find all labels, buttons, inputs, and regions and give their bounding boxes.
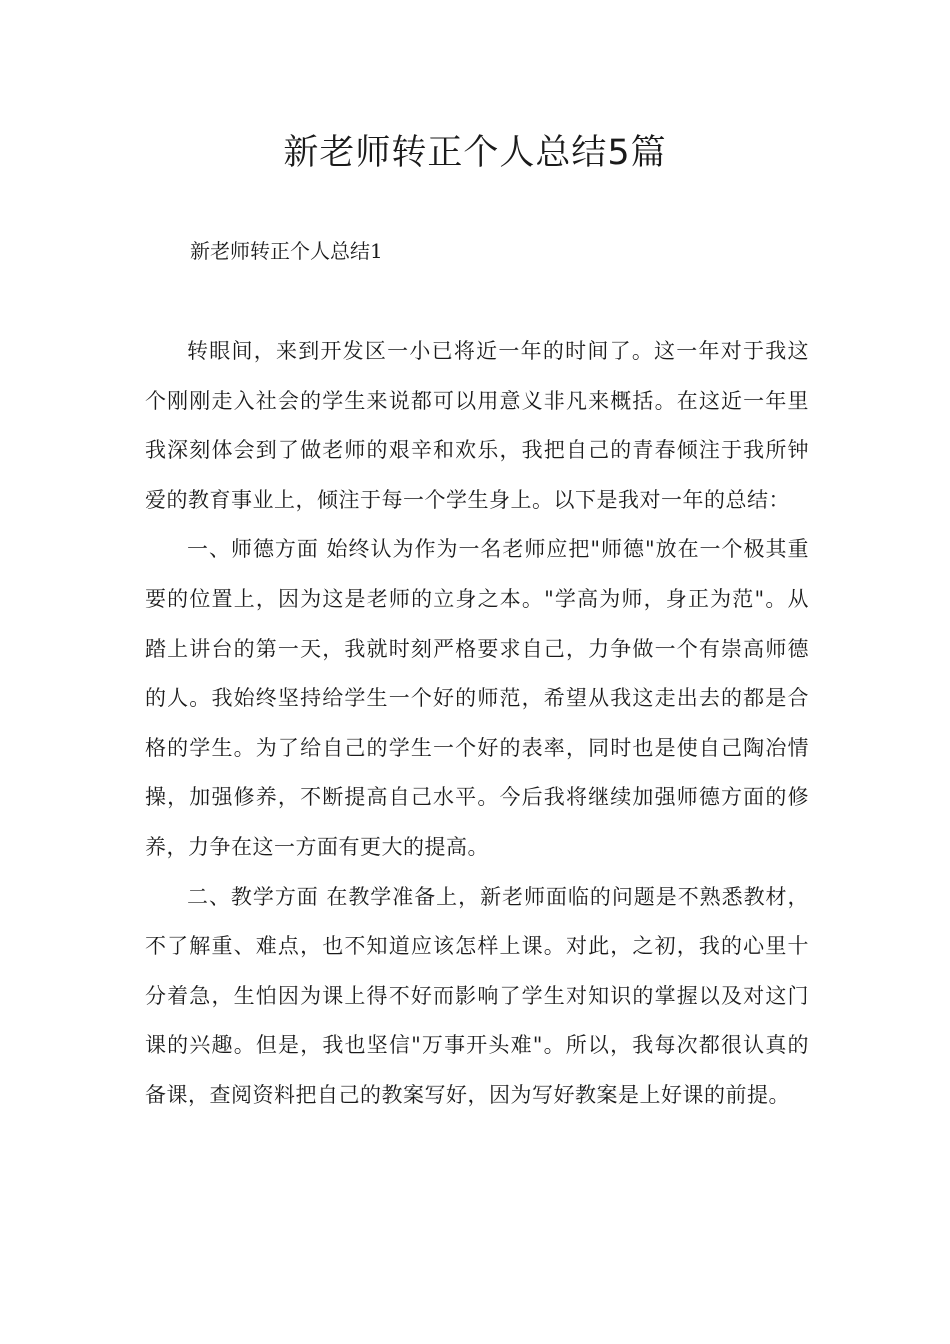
paragraph-ethics: 一、师德方面 始终认为作为一名老师应把"师德"放在一个极其重要的位置上，因为这是老师的立身之本。"学高为师，身正为范"。从踏上讲台的第一天，我就时刻严格要求自己，力争做一个有崇高师德的人。我始终坚持给学生一个好的师范，希望从我这走出去的都是合格的学生。为了给自己的学生一个好的表率，同时也是使自己陶冶情操，加强修养，不断提高自己水平。今后我将继续加强师德方面的修养，力争在这一方面有更大的提高。	[145, 537, 809, 859]
paragraph-teaching: 二、教学方面 在教学准备上，新老师面临的问题是不熟悉教材，不了解重、难点，也不知道应该怎样上课。对此，之初，我的心里十分着急，生怕因为课上得不好而影响了学生对知识的掌握以及对这门课的兴趣。但是，我也坚信"万事开头难"。所以，我每次都很认真的备课，查阅资料把自己的教案写好，因为写好教案是上好课的前提。	[145, 884, 809, 1107]
document-title: 新老师转正个人总结5篇	[283, 133, 667, 173]
document-body	[145, 327, 809, 1121]
paragraph-intro: 转眼间，来到开发区一小已将近一年的时间了。这一年对于我这个刚刚走入社会的学生来说都可以用意义非凡来概括。在这近一年里我深刻体会到了做老师的艰辛和欢乐，我把自己的青春倾注于我所钟爱的教育事业上，倾注于每一个学生身上。以下是我对一年的总结：	[145, 339, 809, 512]
section-heading: 新老师转正个人总结1	[190, 239, 383, 263]
